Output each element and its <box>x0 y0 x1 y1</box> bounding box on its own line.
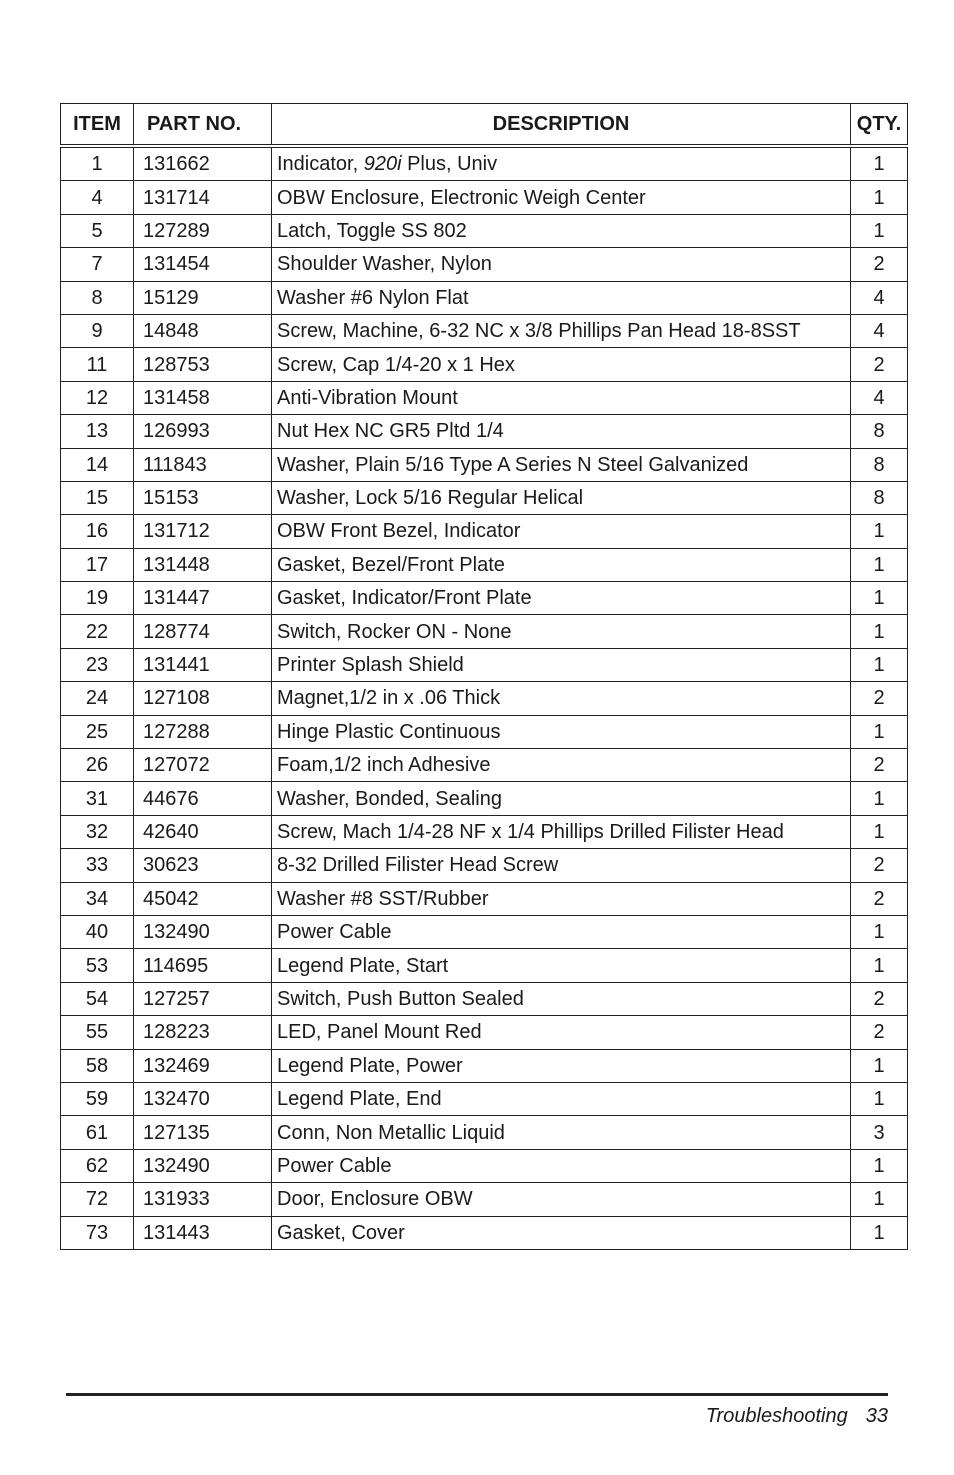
cell-qty: 1 <box>851 1216 908 1249</box>
table-row <box>61 214 908 247</box>
cell-part-no: 128223 <box>134 1016 272 1049</box>
cell-qty: 1 <box>851 648 908 681</box>
cell-part-no: 14848 <box>134 314 272 347</box>
footer-rule <box>66 1393 888 1396</box>
cell-description: Washer, Plain 5/16 Type A Series N Steel Galvanized <box>272 448 851 481</box>
table-row <box>61 915 908 948</box>
cell-item: 9 <box>61 314 134 347</box>
page-footer <box>706 1405 888 1428</box>
cell-description: Legend Plate, End <box>272 1082 851 1115</box>
cell-description: Magnet,1/2 in x .06 Thick <box>272 682 851 715</box>
cell-qty: 1 <box>851 181 908 214</box>
table-row <box>61 615 908 648</box>
cell-part-no: 128774 <box>134 615 272 648</box>
table-row <box>61 982 908 1015</box>
cell-item: 7 <box>61 248 134 281</box>
table-row <box>61 381 908 414</box>
cell-qty: 1 <box>851 915 908 948</box>
cell-description: OBW Front Bezel, Indicator <box>272 515 851 548</box>
cell-qty: 1 <box>851 146 908 181</box>
cell-qty: 2 <box>851 982 908 1015</box>
cell-part-no: 30623 <box>134 849 272 882</box>
cell-item: 1 <box>61 146 134 181</box>
cell-part-no: 131712 <box>134 515 272 548</box>
table-row <box>61 481 908 514</box>
cell-description: Shoulder Washer, Nylon <box>272 248 851 281</box>
cell-description: Screw, Machine, 6-32 NC x 3/8 Phillips Pan Head 18-8SST <box>272 314 851 347</box>
cell-item: 14 <box>61 448 134 481</box>
cell-part-no: 127288 <box>134 715 272 748</box>
cell-part-no: 132490 <box>134 915 272 948</box>
cell-description: Legend Plate, Power <box>272 1049 851 1082</box>
cell-description: Anti-Vibration Mount <box>272 381 851 414</box>
cell-part-no: 131454 <box>134 248 272 281</box>
cell-item: 25 <box>61 715 134 748</box>
cell-qty: 4 <box>851 314 908 347</box>
table-body <box>61 146 908 1249</box>
cell-qty: 1 <box>851 515 908 548</box>
cell-item: 31 <box>61 782 134 815</box>
cell-description: Washer #8 SST/Rubber <box>272 882 851 915</box>
cell-description: Nut Hex NC GR5 Pltd 1/4 <box>272 415 851 448</box>
table-row <box>61 448 908 481</box>
cell-description: OBW Enclosure, Electronic Weigh Center <box>272 181 851 214</box>
cell-part-no: 15153 <box>134 481 272 514</box>
table-row <box>61 582 908 615</box>
cell-qty: 1 <box>851 615 908 648</box>
header-qty: QTY. <box>851 104 908 147</box>
cell-part-no: 131458 <box>134 381 272 414</box>
description-text: Indicator, <box>277 153 364 176</box>
cell-item: 16 <box>61 515 134 548</box>
cell-item: 54 <box>61 982 134 1015</box>
table-row <box>61 648 908 681</box>
cell-item: 55 <box>61 1016 134 1049</box>
cell-description: Hinge Plastic Continuous <box>272 715 851 748</box>
cell-description: Power Cable <box>272 1149 851 1182</box>
cell-part-no: 111843 <box>134 448 272 481</box>
table-row <box>61 782 908 815</box>
cell-qty: 2 <box>851 849 908 882</box>
cell-part-no: 128753 <box>134 348 272 381</box>
table-row <box>61 314 908 347</box>
cell-qty: 2 <box>851 248 908 281</box>
cell-part-no: 132470 <box>134 1082 272 1115</box>
cell-description: Latch, Toggle SS 802 <box>272 214 851 247</box>
cell-qty: 2 <box>851 749 908 782</box>
table-row <box>61 281 908 314</box>
cell-item: 17 <box>61 548 134 581</box>
table-row <box>61 882 908 915</box>
table-row <box>61 1116 908 1149</box>
cell-qty: 1 <box>851 1082 908 1115</box>
cell-item: 33 <box>61 849 134 882</box>
cell-item: 58 <box>61 1049 134 1082</box>
table-row <box>61 415 908 448</box>
cell-part-no: 131714 <box>134 181 272 214</box>
cell-qty: 8 <box>851 415 908 448</box>
cell-description: Conn, Non Metallic Liquid <box>272 1116 851 1149</box>
cell-item: 40 <box>61 915 134 948</box>
cell-item: 24 <box>61 682 134 715</box>
cell-item: 4 <box>61 181 134 214</box>
cell-qty: 1 <box>851 715 908 748</box>
cell-item: 19 <box>61 582 134 615</box>
table-row <box>61 348 908 381</box>
cell-item: 15 <box>61 481 134 514</box>
cell-part-no: 131443 <box>134 1216 272 1249</box>
page-number: 33 <box>865 1405 888 1427</box>
table-row <box>61 682 908 715</box>
cell-qty: 8 <box>851 448 908 481</box>
table-row <box>61 815 908 848</box>
cell-item: 23 <box>61 648 134 681</box>
cell-description: Switch, Push Button Sealed <box>272 982 851 1015</box>
table-row <box>61 548 908 581</box>
cell-description: Power Cable <box>272 915 851 948</box>
cell-qty: 1 <box>851 949 908 982</box>
cell-item: 61 <box>61 1116 134 1149</box>
cell-qty: 3 <box>851 1116 908 1149</box>
cell-qty: 2 <box>851 348 908 381</box>
header-part-no: PART NO. <box>134 104 272 147</box>
table-row <box>61 749 908 782</box>
cell-item: 32 <box>61 815 134 848</box>
description-model-name: 920i <box>363 153 402 176</box>
cell-part-no: 114695 <box>134 949 272 982</box>
cell-part-no: 44676 <box>134 782 272 815</box>
table-row <box>61 1082 908 1115</box>
cell-item: 13 <box>61 415 134 448</box>
parts-table <box>60 103 908 1250</box>
cell-qty: 1 <box>851 214 908 247</box>
cell-part-no: 127108 <box>134 682 272 715</box>
cell-part-no: 131448 <box>134 548 272 581</box>
cell-item: 62 <box>61 1149 134 1182</box>
cell-item: 5 <box>61 214 134 247</box>
cell-qty: 8 <box>851 481 908 514</box>
cell-item: 34 <box>61 882 134 915</box>
table-row <box>61 1183 908 1216</box>
description-text: Plus, Univ <box>401 153 498 176</box>
table-row <box>61 1149 908 1182</box>
cell-part-no: 126993 <box>134 415 272 448</box>
table-row <box>61 1016 908 1049</box>
cell-description: Door, Enclosure OBW <box>272 1183 851 1216</box>
cell-description: LED, Panel Mount Red <box>272 1016 851 1049</box>
table-row <box>61 181 908 214</box>
header-row <box>61 104 908 147</box>
cell-description: 8-32 Drilled Filister Head Screw <box>272 849 851 882</box>
table-row <box>61 715 908 748</box>
cell-item: 59 <box>61 1082 134 1115</box>
cell-part-no: 131447 <box>134 582 272 615</box>
cell-description <box>272 146 851 181</box>
cell-item: 73 <box>61 1216 134 1249</box>
cell-qty: 2 <box>851 1016 908 1049</box>
table-row <box>61 1216 908 1249</box>
cell-part-no: 131441 <box>134 648 272 681</box>
cell-part-no: 131933 <box>134 1183 272 1216</box>
table-row <box>61 949 908 982</box>
cell-description: Gasket, Cover <box>272 1216 851 1249</box>
cell-description: Printer Splash Shield <box>272 648 851 681</box>
cell-part-no: 127072 <box>134 749 272 782</box>
footer-section-title: Troubleshooting <box>705 1405 848 1427</box>
cell-description: Switch, Rocker ON - None <box>272 615 851 648</box>
cell-description: Gasket, Bezel/Front Plate <box>272 548 851 581</box>
cell-part-no: 45042 <box>134 882 272 915</box>
cell-description: Washer, Bonded, Sealing <box>272 782 851 815</box>
cell-part-no: 132469 <box>134 1049 272 1082</box>
table-row <box>61 1049 908 1082</box>
cell-item: 11 <box>61 348 134 381</box>
cell-item: 53 <box>61 949 134 982</box>
cell-description: Washer, Lock 5/16 Regular Helical <box>272 481 851 514</box>
table-row <box>61 146 908 181</box>
cell-description: Legend Plate, Start <box>272 949 851 982</box>
cell-item: 12 <box>61 381 134 414</box>
header-item: ITEM <box>61 104 134 147</box>
cell-qty: 4 <box>851 281 908 314</box>
cell-item: 26 <box>61 749 134 782</box>
cell-part-no: 15129 <box>134 281 272 314</box>
cell-qty: 2 <box>851 882 908 915</box>
cell-part-no: 127289 <box>134 214 272 247</box>
table-row <box>61 849 908 882</box>
cell-item: 22 <box>61 615 134 648</box>
cell-description: Screw, Mach 1/4-28 NF x 1/4 Phillips Drilled Filister Head <box>272 815 851 848</box>
cell-part-no: 127257 <box>134 982 272 1015</box>
header-description: DESCRIPTION <box>272 104 851 147</box>
cell-qty: 1 <box>851 1049 908 1082</box>
cell-qty: 1 <box>851 1149 908 1182</box>
cell-qty: 1 <box>851 548 908 581</box>
cell-qty: 2 <box>851 682 908 715</box>
cell-qty: 1 <box>851 815 908 848</box>
cell-description: Foam,1/2 inch Adhesive <box>272 749 851 782</box>
cell-qty: 1 <box>851 582 908 615</box>
cell-description: Washer #6 Nylon Flat <box>272 281 851 314</box>
cell-part-no: 42640 <box>134 815 272 848</box>
cell-part-no: 127135 <box>134 1116 272 1149</box>
cell-qty: 1 <box>851 1183 908 1216</box>
cell-description: Gasket, Indicator/Front Plate <box>272 582 851 615</box>
table-row <box>61 248 908 281</box>
cell-item: 8 <box>61 281 134 314</box>
cell-item: 72 <box>61 1183 134 1216</box>
cell-qty: 4 <box>851 381 908 414</box>
cell-part-no: 132490 <box>134 1149 272 1182</box>
table-row <box>61 515 908 548</box>
cell-description: Screw, Cap 1/4-20 x 1 Hex <box>272 348 851 381</box>
cell-part-no: 131662 <box>134 146 272 181</box>
cell-qty: 1 <box>851 782 908 815</box>
